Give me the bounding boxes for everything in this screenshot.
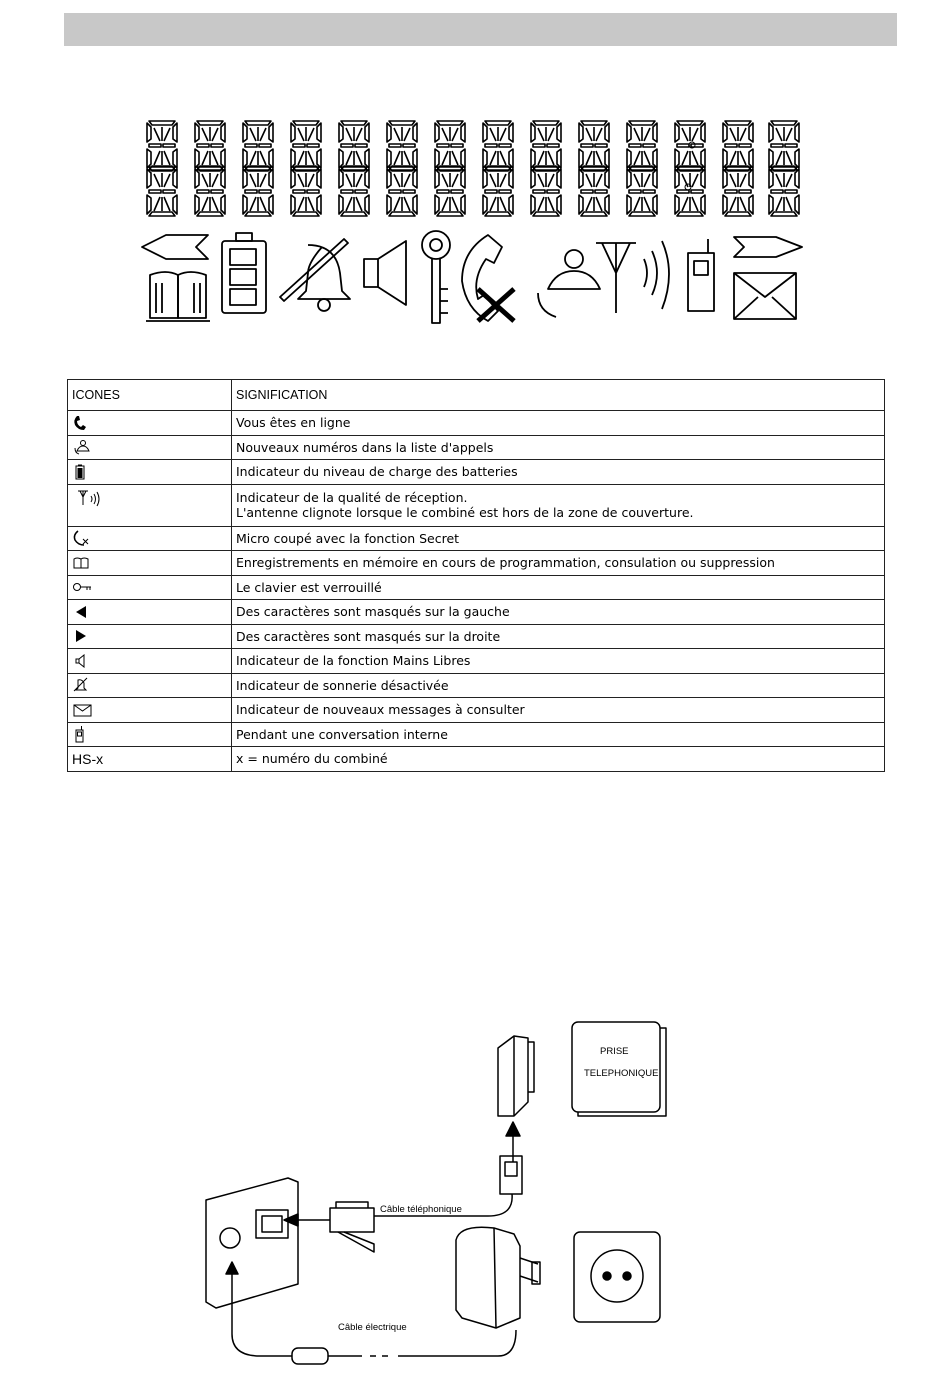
phonebook-icon [72,556,90,570]
legend-text: Enregistrements en mémoire en cours de programmation, consulation ou suppression [232,551,885,576]
antenna-icon [596,243,636,313]
table-row [68,526,885,551]
table-row [68,698,885,723]
lcd-row-1 [147,121,799,170]
legend-text: Pendant une conversation interne [232,722,885,747]
rj11-plug [330,1202,374,1252]
connection-diagram [198,1012,678,1384]
antenna-icon [72,489,106,507]
cable-ferrite [260,1348,362,1364]
phone-icon [72,415,90,431]
table-row [68,411,885,436]
phone-mute-icon [462,235,514,321]
phone-mute-icon [72,530,90,546]
column-header-icons: ICONES [68,380,232,411]
socket-label-line2: TELEPHONIQUE [584,1068,659,1079]
phonebook-icon [146,272,210,321]
table-row [68,747,885,772]
arrow-right-icon [72,629,90,643]
envelope-icon [72,703,94,717]
legend-text: Vous êtes en ligne [232,411,885,436]
key-icon [72,581,94,593]
table-row [68,600,885,625]
key-icon [422,231,450,323]
lcd-display-illustration [136,113,816,325]
intercom-handset-icon [688,239,714,311]
signal-waves-icon [644,241,669,309]
table-row [68,624,885,649]
table-row [68,722,885,747]
hs-x-label: HS-x [68,747,232,772]
table-row [68,435,885,460]
table-row [68,673,885,698]
legend-text: Indicateur de la fonction Mains Libres [232,649,885,674]
legend-text: Indicateur de la qualité de réception. [236,490,468,505]
table-row [68,575,885,600]
header-bar [64,13,897,46]
intercom-icon [72,725,88,743]
speaker-icon [364,241,406,305]
icon-legend-table [67,379,885,772]
legend-text: x = numéro du combiné [232,747,885,772]
wall-plate [206,1178,298,1308]
socket-label-line1: PRISE [600,1046,629,1057]
phone-plug-adapter [498,1036,534,1116]
battery-icon [222,233,266,313]
table-row [68,649,885,674]
power-cable-label: Câble électrique [338,1322,407,1333]
new-calls-icon [538,250,600,317]
legend-text: Nouveaux numéros dans la liste d'appels [232,435,885,460]
legend-text: Des caractères sont masqués sur la gauche [232,600,885,625]
column-header-meaning: SIGNIFICATION [232,380,885,411]
legend-text: Indicateur de nouveaux messages à consulter [232,698,885,723]
legend-text: Micro coupé avec la fonction Secret [232,526,885,551]
table-row [68,460,885,485]
ringer-off-icon [72,677,90,693]
power-outlet [574,1232,660,1322]
arrow-right-icon [734,237,802,257]
speaker-icon [72,654,90,668]
table-row [68,484,885,526]
legend-text: Indicateur de sonnerie désactivée [232,673,885,698]
ringer-off-icon [280,239,350,311]
legend-text: Le clavier est verrouillé [232,575,885,600]
phone-cable-label: Câble téléphonique [380,1204,462,1215]
table-row [68,551,885,576]
arrow-left-icon [72,605,90,619]
legend-text-line2: L'antenne clignote lorsque le combiné est hors de la zone de couverture. [236,505,694,520]
power-adapter [456,1227,540,1328]
battery-icon [72,464,88,480]
legend-text: Des caractères sont masqués sur la droite [232,624,885,649]
lcd-row-2 [147,167,799,216]
new-calls-icon [72,439,92,455]
arrow-left-icon [142,235,208,259]
legend-text: Indicateur du niveau de charge des batteries [232,460,885,485]
envelope-icon [734,273,796,319]
